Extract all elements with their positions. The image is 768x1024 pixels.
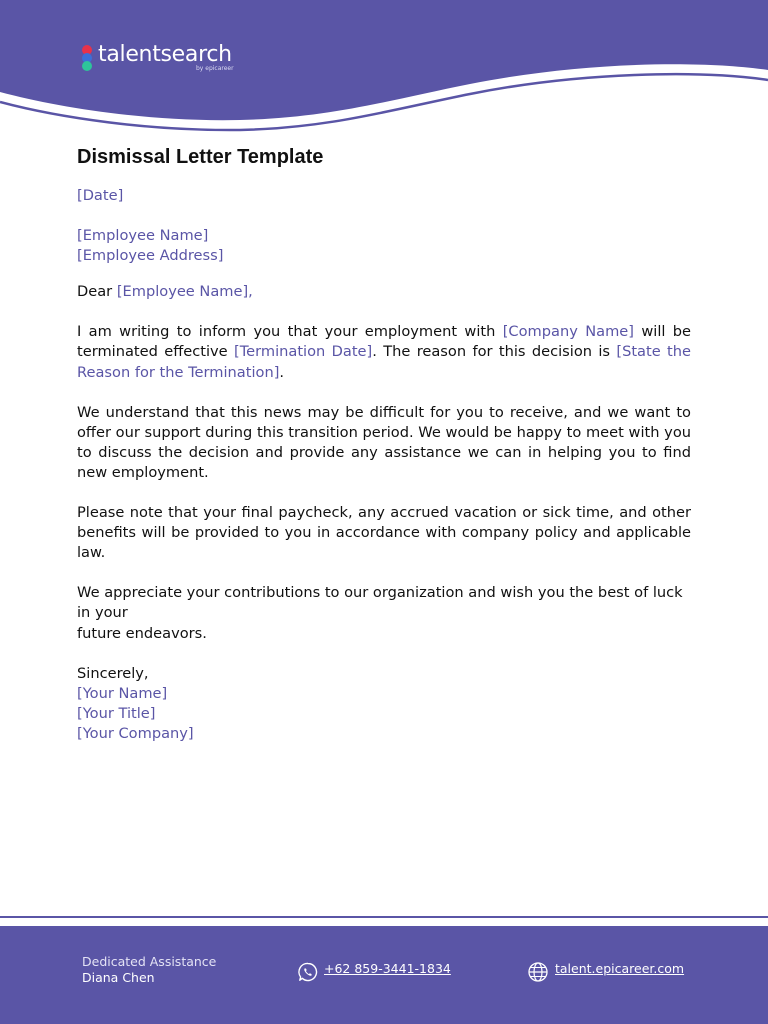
- paragraph-support: We understand that this news may be difficult for you to receive, and we want to offer our support during this transition period. We would be happy to meet with you to discuss the decision and provide any assistance we can in helping you to find new employment.: [77, 403, 691, 481]
- employee-address-placeholder: [Employee Address]: [77, 247, 224, 265]
- termination-reason-placeholder: [State the Reason for the Termination]: [77, 343, 692, 381]
- p1-text-2: will be terminated effective: [77, 323, 692, 361]
- termination-date-placeholder: [Termination Date]: [234, 343, 373, 361]
- your-title-placeholder: [Your Title]: [77, 704, 156, 722]
- page-title: Dismissal Letter Template: [77, 146, 324, 168]
- logo-subtitle: by epicareer: [196, 65, 234, 72]
- logo-wordmark: talentsearch: [98, 42, 232, 67]
- p4-line-1: We appreciate your contributions to our organization and wish you the best of luck in your: [77, 584, 683, 622]
- phone-link[interactable]: +62 859-3441-1834: [324, 961, 451, 976]
- p1-text-3: . The reason for this decision is: [372, 343, 611, 361]
- salutation-name-placeholder: [Employee Name],: [116, 283, 253, 301]
- talentsearch-logo[interactable]: [78, 40, 258, 80]
- paragraph-appreciation: [77, 583, 691, 643]
- footer-divider: [0, 916, 768, 918]
- paragraph-termination: [77, 322, 691, 382]
- your-company-placeholder: [Your Company]: [77, 724, 194, 742]
- whatsapp-icon: [298, 962, 318, 982]
- closing: Sincerely,: [77, 664, 149, 682]
- p1-text-4: .: [279, 363, 285, 381]
- paragraph-benefits: Please note that your final paycheck, any accrued vacation or sick time, and other benefits will be provided to you in accordance with company policy and applicable law.: [77, 504, 691, 562]
- p4-line-2: future endeavors.: [77, 624, 207, 642]
- employee-name-placeholder: [Employee Name]: [77, 227, 209, 245]
- salutation-prefix: Dear: [77, 283, 113, 301]
- letter-body: [77, 144, 691, 744]
- salutation: [77, 282, 691, 302]
- company-name-placeholder: [Company Name]: [502, 323, 634, 341]
- globe-icon: [527, 961, 549, 983]
- date-placeholder: [Date]: [77, 187, 124, 204]
- website-link[interactable]: talent.epicareer.com: [555, 961, 685, 976]
- assistance-label: Dedicated Assistance: [82, 954, 217, 969]
- your-name-placeholder: [Your Name]: [77, 684, 168, 702]
- footer: [0, 926, 768, 1024]
- p1-text-1: I am writing to inform you that your employment with: [77, 323, 496, 341]
- assistance-name: Diana Chen: [82, 970, 155, 985]
- talentsearch-logo-icon: [78, 44, 96, 72]
